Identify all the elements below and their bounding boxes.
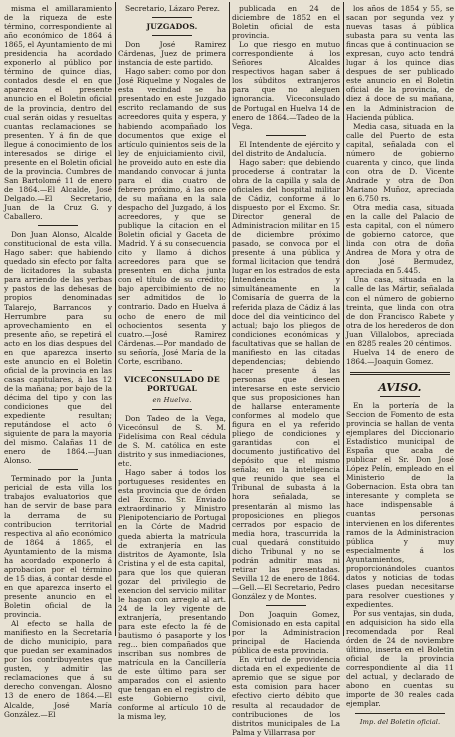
paragraph: Don Tadeo de la Vega, Vicecónsul de S. M. Fidelísima con Real cédula de S. M. católica en este distrito y sus inmediaciones, etc. [118,413,226,469]
text-column-2 [118,4,226,722]
column-rule [115,2,116,636]
paragraph: Al efecto se halla de manifiesto en la Secretaría de dicho municipio, para que puedan ser examinados por los contribuyentes que gusten, y admitir las reclamaciones que á su derecho convengan. Alosno 13 de enero de 1864.—El Alcalde, José María González.—El [4,619,112,719]
paragraph: publicada en 24 de diciembre de 1852 en el Boletin oficial de esta provincia. [232,4,340,41]
paragraph: Lo que riesgo en mutuo correspondiente á los Señores Alcaldes respectivos hagan saber á los súbditos extranjeros para que no aleguen ignorancia. Viceconsulado de Portugal en Huelva 14 de enero de 1864.—Tadeo de la Vega. [232,40,340,131]
section-heading: en Huelva. [152,395,192,404]
printer-imprint: Imp. del Boletin oficial. [359,717,441,726]
paragraph: Por sus ventajas, sin duda, en adquisicion ha sido ella recomendada por Real órden de 24 de noviembre último, inserta en el Boletin oficial de la provincia correspondiente al dia 11 del actual, y declarado de abono en cuentas su importe de 30 reales cada ejemplar. [346,609,454,709]
paragraph: los años de 1854 y 55, se sacan por segunda vez y nuevas tasas á pública subasta para su venta las fincas que á continuacion se expresan, cuyo acto tendrá lugar á los quince dias despues de ser publicado este anuncio en el Boletin oficial de la provincia, de diez á doce de su mañana, en la Administracion de Hacienda pública. [346,4,454,122]
column-rule [229,2,230,636]
separator-rule [355,713,445,714]
text-column-4 [346,4,454,726]
separator-rule [380,396,420,397]
section-heading: AVISO. [378,380,422,394]
paragraph: misma el amillaramiento de la riqueza de este término, correspondiente al año económico de 1864 á 1865, el Ayuntamiento de mi presidencia ha acordado exponerlo al público por término de quince dias, contados desde el en que aparezca el presente anuncio en el Boletin oficial de la provincia, dentro del cual serán oidas y resueltas cuantas reclamaciones se presenten. Y á fin de que llegue á conocimiento de los interesados se dirige el presente en el Boletin oficial de la provincia. Cumbres de San Bartolomé 11 de enero de 1864.—El Alcalde, José Delgado.—El Secretario, Juan de la Cruz G. y Caballero. [4,4,112,222]
paragraph: Secretario, Lázaro Perez. [125,4,221,13]
paragraph: Hago saber á todos los portugueses residentes en esta provincia que de órden del Excmo. Sr. Enviado extraordinario y Ministro Plenipotenciario de Portugal en la Córte de Madrid queda abierta la matrícula de extranjería en las distritos de Ayamonte, Isla Cristina y el de esta capital, para que los que quieran gozar del privilegio de exencion del servicio militar le hagan con arreglo al art. 24 de la ley vigente de extranjería, presentando para este efecto la fé de bautismo ó pasaporte y los reg... bien compañados que inscriban sus nombres de matrícula en la Cancillería de este último para ser amparados con el asiento que tengan en el registro de este Gobierno civil, conforme al artículo 10 de la misma ley, [118,468,226,722]
paragraph: El Intendente de ejército y del distrito de Andalucía. [232,139,340,158]
paragraph: Hago saber: que debiendo procederse á contratar la obra de la capilla y sala de oficiales del hospital militar de Cádiz, conforme á lo dispuesto por el Excmo. Sr. Director general de Administracion militar en 15 de diciembre próximo pasado, se convoca por el presente á una pública y formal licitacion que tendrá lugar en los estrados de esta Intendencia y simultáneamente en la Comisaría de guerra de la referida plaza de Cádiz á las doce del dia veinticinco del actual; bajo los pliegos de condiciones económicas y facultativas que se hallan de manifiesto en las citadas dependencias; debiendo hacer presente á las personas que deseen interesarse en este servicio que sus proposiciones han de hallarse enteramente conformes al modelo que figura en el ya referido pliego de condiciones y garantidas con el documento justificativo del depósito que el mismo señala; en la inteligencia que reunido que sea el Tribunal de subasta á la hora señalada, se presentarán al mismo las proposiciones en pliegos cerrados por espacio de media hora, trascurrida la cual quedará constituido dicho Tribunal y no se podrán admitir mas ni retirar las presentadas. Sevilla 12 de enero de 1864.—Gell.—El Secretario, Pedro González y de Montes. [232,157,340,601]
separator-rule [152,35,192,36]
separator-rule [38,225,78,226]
paragraph: Don José Ramirez Cárdenas, Juez de primera instancia de este partido. [118,40,226,68]
separator-rule [266,605,306,606]
paragraph: Otra media casa, situada en la calle del Palacio de esta capital, con el número de gobierno catorce, que linda con otra de doña Andrea de Mora y otra de don José Bermudez, apreciada en 5.445. [346,203,454,276]
separator-rule [152,370,192,371]
paragraph: Don Juan Alonso, Alcalde constitucional de esta villa. Hago saber: que habiendo quedado sin efecto por falta de licitadores la subasta para arriendo de las yerbas y pastos de las dehesas de propios denominadas Talarejo, Barrancos y Herrumbre para su aprovechamiento en el presente año, se repetirá el acto en los dias despues del en que aparezca inserto este anuncio en el Boletin oficial de la provincia en las casas capitulares, á las 12 de la mañana; por bajo de la décima del tipo y con las condiciones que del expediente resultan; reputándose el acto ó siguiente de para la mayoria del mismo. Calañas 11 de enero de 1864.—Juan Alonso. [4,230,112,466]
paragraph: Hago saber: como por don José Riquelme y Nogales de esta vecindad se ha presentado en este Juzgado escrito reclamando de sus acreedores quita y espera, y habiendo acompañado los documentos que exige el artículo quinientos seis de la ley de enjuiciamiento civil, he proveido auto en este dia mandando convocar á junta para el dia cuatro de febrero próximo, á las once de su mañana en la sala despacho del Juzgado, á los acreedores, y que se publique la citacion en el Boletin oficial y Gaceta de Madrid. Y á su consecuencia cito y llamo á dichos acreedores para que se presenten en dicha junta con el título de su crédito; bajo apercibimiento de no ser admitidos de lo contrario. Dado en Huelva á ocho de enero de mil ochocientos sesenta y cuatro.—José Ramirez Cárdenas.—Por mandado de su señoría, José María de la Corte, escribano. [118,67,226,366]
paragraph: Una casa, situada en la calle de las Mártir, señalada con el número de gobierno treinta, que linda con otra de don Francisco Rabete y otra de los herederos de don Juan Villalobos, apreciada en 8285 reales 20 céntimos. [346,275,454,348]
separator-rule [152,17,192,18]
separator-rule [152,409,192,410]
section-heading: JUZGADOS. [146,22,198,32]
separator-rule [38,469,78,470]
column-rule [343,2,344,636]
paragraph: En virtud de providencia dictada en el expediente de apremio que se sigue por esta comision para hacer efectivo cierto débito que resulta al recaudador de contribuciones de los distritos municipales de La Palma y Villarrasa por [232,655,340,737]
paragraph: En la portería de la Seccion de Fomento de esta provincia se hallan de venta ejemplares del Diccionario Estadístico municipal de España que acaba de publicar el Sr. Don José López Pelín, empleado en el Ministerio de la Gobernacion. Esta obra tan interesante y completa se hace indispensable á cuantas personas intervienen en los diferentes ramos de la Administracion pública y muy especialmente á los Ayuntamientos, proporcionándoles cuantos datos y noticias de todas clases puedan necesitarse para resolver cuestiones y expedientes. [346,400,454,609]
section-heading: VICECONSULADO DE PORTUGAL [124,374,220,393]
separator-rule [266,135,306,136]
text-column-1 [4,4,112,719]
paragraph: Huelva 14 de enero de 1864.—Joaquin Gomez. [346,347,454,366]
separator-rule [350,372,450,375]
text-column-3 [232,4,340,737]
paragraph: Terminado por la Junta pericial de esta villa los trabajos evaluatorios que han de servir de base para la derrama de su contribucion territorial respectiva al año económico de 1864 á 1865, el Ayuntamiento de la misma ha acordado exponerlo á aprobacion por el término de 15 dias, á contar desde el en que aparezca inserto el presente anuncio en el Boletin oficial de la provincia. [4,474,112,620]
paragraph: Media casa, situada en la calle del Puerto de esta capital, señalada con el número de gobierno cuarenta y cinco, que linda con otra de D. Vicente Andrade y otra de Don Mariano Muñoz, apreciada en 6.750 rs. [346,121,454,203]
paragraph: Don Joaquin Gomez, Comisionado en esta capital por la Administracion principal de Hacienda pública de esta provincia. [232,610,340,656]
